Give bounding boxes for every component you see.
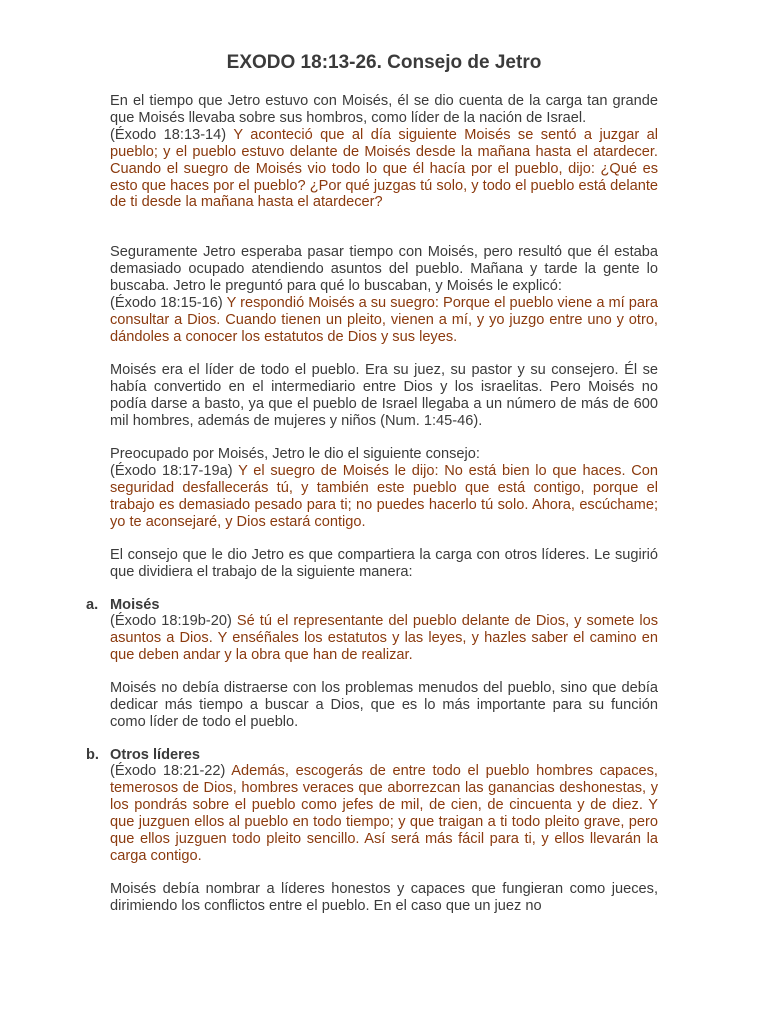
scripture-reference: (Éxodo 18:19b-20) — [110, 613, 232, 629]
paragraph-section-a-quote — [110, 613, 658, 664]
scripture-quote: Además, escogerás de entre todo el pueblo hombres capaces, temerosos de Dios, hombres veraces que aborrezcan las ganancias deshonestas, y los pondrás sobre el pueblo como jefes de mil, de cien, de cincuenta y de diez. Y que juzguen ellos al pueblo en todo tiempo; y que traigan a ti todo pleito grave, pero que ellos juzguen todo pleito sencillo. Así será más fácil para ti, y ellos llevarán la carga contigo. — [110, 763, 658, 864]
paragraph-advice — [110, 446, 658, 531]
paragraph-counsel — [110, 547, 658, 581]
section-label: Otros líderes — [110, 747, 201, 763]
scripture-reference: (Éxodo 18:21-22) — [110, 763, 226, 779]
paragraph-text: Preocupado por Moisés, Jetro le dio el siguiente consejo: — [110, 446, 480, 462]
paragraph-section-a-text — [110, 680, 658, 731]
paragraph-text: En el tiempo que Jetro estuvo con Moisés, él se dio cuenta de la carga tan grande que Moisés llevaba sobre sus hombros, como líder de la nación de Israel. — [110, 93, 658, 126]
paragraph-moses-leader — [110, 362, 658, 430]
section-label: Moisés — [110, 597, 160, 613]
page-title: EXODO 18:13-26. Consejo de Jetro — [226, 52, 542, 73]
paragraph-section-b-quote — [110, 763, 658, 864]
section-heading-b — [86, 747, 200, 764]
scripture-reference: (Éxodo 18:17-19a) — [110, 462, 233, 479]
scripture-reference: (Éxodo 18:13-14) — [110, 126, 227, 143]
scripture-quote: Sé tú el representante del pueblo delante de Dios, y somete los asuntos a Dios. Y enséñales los estatutos y las leyes, y hazles saber el camino en que deben andar y la obra que han de realizar. — [110, 613, 659, 663]
section-heading-a — [86, 597, 159, 614]
paragraph-text: Seguramente Jetro esperaba pasar tiempo con Moisés, pero resultó que él estaba demasiado ocupado atendiendo asuntos del pueblo. Mañana y tarde la gente lo buscaba. Jetro le preguntó para qué lo buscaban, y Moisés le explicó: — [110, 244, 658, 294]
paragraph-section-b-text — [110, 881, 658, 915]
list-marker: b. — [86, 747, 99, 763]
paragraph-jetro-visit — [110, 244, 658, 345]
scripture-quote: Y aconteció que al día siguiente Moisés se sentó a juzgar al pueblo; y el pueblo estuvo delante de Moisés desde la mañana hasta el atardecer. Cuando el suegro de Moisés vio todo lo que él hacía por el pueblo, dijo: ¿Qué es esto que haces por el pueblo? ¿Por qué juzgas tú solo, y todo el pueblo está delante de ti desde la mañana hasta el atardecer? — [110, 126, 658, 211]
paragraph-text: Moisés debía nombrar a líderes honestos y capaces que fungieran como jueces, dirimiendo los conflictos entre el pueblo. En el caso que un juez no — [110, 881, 658, 914]
paragraph-intro — [110, 93, 658, 211]
scripture-quote: Y respondió Moisés a su suegro: Porque el pueblo viene a mí para consultar a Dios. Cuando tienen un pleito, vienen a mí, y yo juzgo entre uno y otro, dándoles a conocer los estatutos de Dios y sus leyes. — [110, 294, 658, 345]
scripture-quote: Y el suegro de Moisés le dijo: No está bien lo que haces. Con seguridad desfallecerás tú, y también este pueblo que está contigo, porque el trabajo es demasiado pesado para ti; no puedes hacerlo tú solo. Ahora, escúchame; yo te aconsejaré, y Dios estará contigo. — [110, 462, 659, 530]
paragraph-text: El consejo que le dio Jetro es que compartiera la carga con otros líderes. Le sugirió que dividiera el trabajo de la siguiente manera: — [110, 547, 658, 580]
paragraph-text: Moisés era el líder de todo el pueblo. Era su juez, su pastor y su consejero. Él se había convertido en el intermediario entre Dios y los israelitas. Pero Moisés no podía darse a basto, ya que el pueblo de Israel llegaba a un número de más de 600 mil hombres, además de mujeres y niños (Num. 1:45-46). — [110, 362, 658, 429]
paragraph-text: Moisés no debía distraerse con los problemas menudos del pueblo, sino que debía dedicar más tiempo a buscar a Dios, que es lo más importante para su función como líder de todo el pueblo. — [110, 680, 658, 730]
scripture-reference: (Éxodo 18:15-16) — [110, 294, 223, 311]
list-marker: a. — [86, 597, 99, 613]
